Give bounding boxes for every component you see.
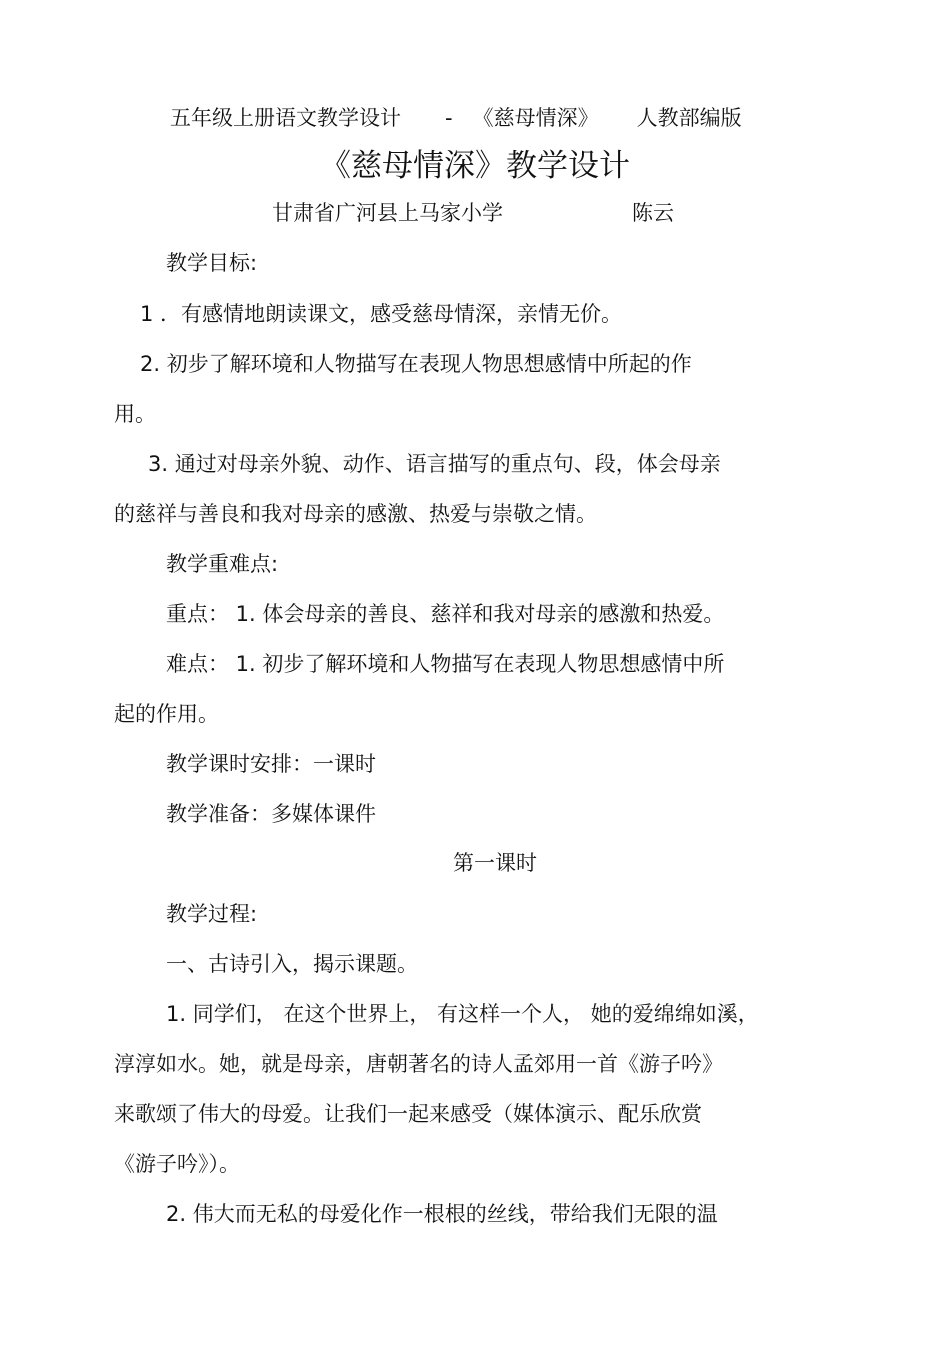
objective-item-1: 1 ．有感情地朗读课文，感受慈母情深，亲情无价。: [140, 302, 623, 326]
key-point-focus: 重点： 1. 体会母亲的善良、慈祥和我对母亲的感激和热爱。: [166, 602, 725, 626]
paragraph-1-line2: 淳淳如水。她，就是母亲，唐朝著名的诗人孟郊用一首《游子吟》: [114, 1052, 723, 1076]
objectives-heading: 教学目标:: [166, 251, 258, 275]
preparation-line: 教学准备：多媒体课件: [166, 802, 376, 826]
key-point-difficulty-line1: 难点： 1. 初步了解环境和人物描写在表现人物思想感情中所: [166, 652, 725, 676]
byline-school: 甘肃省广河县上马家小学: [272, 201, 503, 225]
paragraph-1-line1: 1. 同学们， 在这个世界上， 有这样一个人， 她的爱绵绵如溪，: [166, 1002, 759, 1026]
process-heading: 教学过程:: [166, 902, 258, 926]
objective-item-2-line2: 用。: [114, 402, 156, 426]
paragraph-1-line3: 来歌颂了伟大的母爱。让我们一起来感受（媒体演示、配乐欣赏: [114, 1102, 702, 1126]
document-title: 《慈母情深》教学设计: [320, 148, 630, 184]
schedule-line: 教学课时安排：一课时: [166, 752, 376, 776]
header-line: [170, 103, 742, 133]
process-section-1: 一、古诗引入，揭示课题。: [166, 952, 418, 976]
header-grade: 五年级上册语文教学设计: [170, 106, 401, 130]
objective-item-2-line1: 2. 初步了解环境和人物描写在表现人物思想感情中所起的作: [140, 352, 692, 376]
header-lesson: 《慈母情深》: [472, 106, 599, 130]
objective-item-3-line1: 3. 通过对母亲外貌、动作、语言描写的重点句、段，体会母亲: [148, 452, 721, 476]
paragraph-1-line4: 《游子吟》）。: [114, 1152, 240, 1176]
key-points-heading: 教学重难点:: [166, 552, 279, 576]
objective-item-3-line2: 的慈祥与善良和我对母亲的感激、热爱与崇敬之情。: [114, 502, 597, 526]
header-dash: -: [445, 106, 453, 130]
lesson-title: 第一课时: [453, 851, 537, 875]
header-edition: 人教部编版: [636, 106, 742, 130]
paragraph-2-line1: 2. 伟大而无私的母爱化作一根根的丝线，带给我们无限的温: [166, 1202, 718, 1226]
byline-author: 陈云: [632, 201, 674, 225]
key-point-difficulty-line2: 起的作用。: [114, 702, 219, 726]
